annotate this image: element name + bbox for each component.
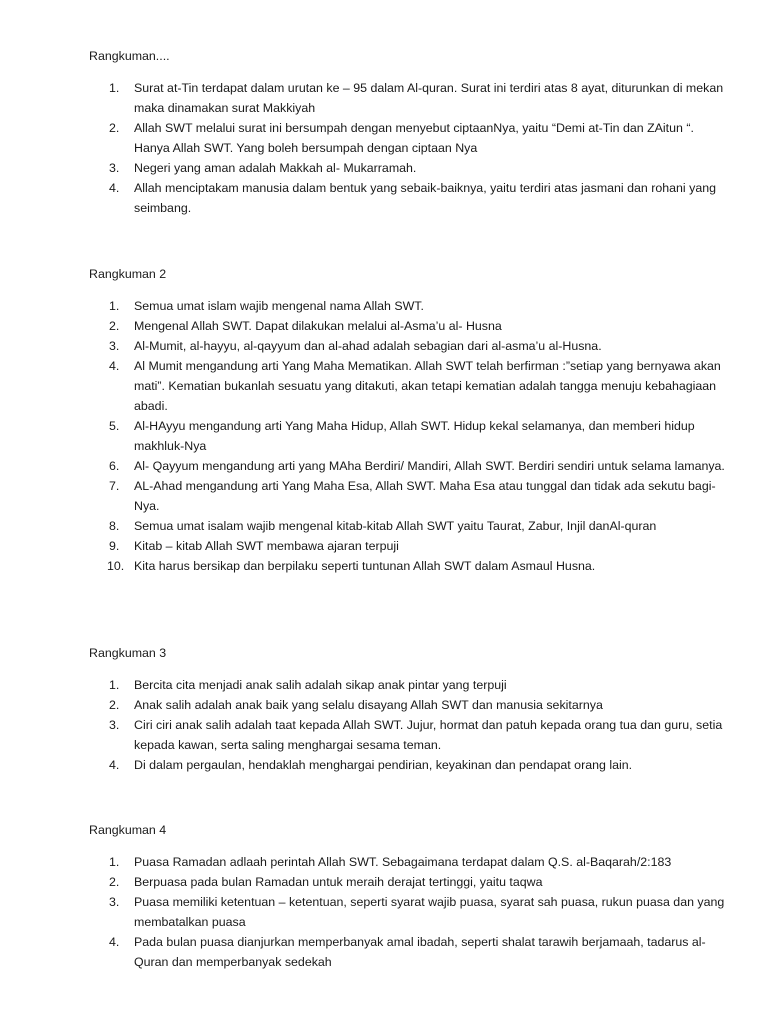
summary-list (89, 852, 729, 972)
list-number: 4. (109, 181, 120, 195)
list-item (89, 476, 729, 516)
list-item-text: Di dalam pergaulan, hendaklah menghargai pendirian, keyakinan dan pendapat orang lain. (134, 758, 633, 772)
list-item-text: Al Mumit mengandung arti Yang Maha Mematikan. Allah SWT telah berfirman :”setiap yang bernyawa akan mati”. Kematian bukanlah sesuatu yang ditakuti, akan tetapi kematian adalah tangga menuju kebahagiaan abadi. (134, 359, 721, 413)
list-number: 4. (109, 935, 120, 949)
section-heading: Rangkuman.... (89, 49, 170, 63)
list-number: 3. (109, 718, 120, 732)
list-item-text: Allah menciptakam manusia dalam bentuk yang sebaik-baiknya, yaitu terdiri atas jasmani dan rohani yang seimbang. (134, 181, 716, 215)
list-item (89, 516, 729, 536)
list-item-text: Al-Mumit, al-hayyu, al-qayyum dan al-ahad adalah sebagian dari al-asma’u al-Husna. (134, 339, 602, 353)
list-item (89, 356, 729, 416)
list-number: 1. (109, 81, 120, 95)
list-item-text: Surat at-Tin terdapat dalam urutan ke – 95 dalam Al-quran. Surat ini terdiri atas 8 ayat, diturunkan di mekan maka dinamakan surat Makkiyah (134, 81, 724, 115)
section-heading: Rangkuman 4 (89, 823, 167, 837)
list-item (89, 675, 729, 695)
list-number: 1. (109, 678, 120, 692)
list-item-text: Puasa memiliki ketentuan – ketentuan, seperti syarat wajib puasa, syarat sah puasa, rukun puasa dan yang membatalkan puasa (134, 895, 725, 929)
list-item (89, 158, 729, 178)
list-number: 10. (107, 559, 125, 573)
section-heading: Rangkuman 2 (89, 267, 167, 281)
list-item (89, 715, 729, 755)
list-item-text: AL-Ahad mengandung arti Yang Maha Esa, Allah SWT. Maha Esa atau tunggal dan tidak ada sekutu bagi-Nya. (134, 479, 716, 513)
list-item-text: Pada bulan puasa dianjurkan memperbanyak amal ibadah, seperti shalat tarawih berjamaah, tadarus al-Quran dan memperbanyak sedekah (134, 935, 706, 969)
list-item-text: Kitab – kitab Allah SWT membawa ajaran terpuji (134, 539, 399, 553)
list-item (89, 118, 729, 158)
list-item (89, 892, 729, 932)
list-item-text: Ciri ciri anak salih adalah taat kepada Allah SWT. Jujur, hormat dan patuh kepada orang tua dan guru, setia kepada kawan, serta saling menghargai sesama teman. (134, 718, 723, 752)
list-item-text: Al-HAyyu mengandung arti Yang Maha Hidup, Allah SWT. Hidup kekal selamanya, dan memberi hidup makhluk-Nya (134, 419, 695, 453)
list-number: 8. (109, 519, 120, 533)
list-item-text: Kita harus bersikap dan berpilaku seperti tuntunan Allah SWT dalam Asmaul Husna. (134, 559, 596, 573)
list-number: 3. (109, 895, 120, 909)
list-item (89, 456, 729, 476)
list-item (89, 416, 729, 456)
list-number: 2. (109, 698, 120, 712)
list-item (89, 755, 729, 775)
list-number: 2. (109, 121, 120, 135)
list-number: 1. (109, 299, 120, 313)
list-item (89, 536, 729, 556)
section-heading: Rangkuman 3 (89, 646, 167, 660)
summary-section-1 (89, 46, 729, 218)
summary-list (89, 296, 729, 576)
list-item-text: Anak salih adalah anak baik yang selalu disayang Allah SWT dan manusia sekitarnya (134, 698, 603, 712)
summary-section-2 (89, 264, 729, 576)
list-item-text: Berpuasa pada bulan Ramadan untuk meraih derajat tertinggi, yaitu taqwa (134, 875, 543, 889)
list-item-text: Puasa Ramadan adlaah perintah Allah SWT. Sebagaimana terdapat dalam Q.S. al-Baqarah/2:183 (134, 855, 672, 869)
list-number: 3. (109, 161, 120, 175)
list-item-text: Bercita cita menjadi anak salih adalah sikap anak pintar yang terpuji (134, 678, 507, 692)
list-number: 5. (109, 419, 120, 433)
list-number: 2. (109, 319, 120, 333)
summary-section-3 (89, 643, 729, 775)
summary-list (89, 675, 729, 775)
list-item (89, 932, 729, 972)
list-item (89, 872, 729, 892)
list-item-text: Al- Qayyum mengandung arti yang MAha Berdiri/ Mandiri, Allah SWT. Berdiri sendiri untuk selama lamanya. (134, 459, 725, 473)
list-item-text: Allah SWT melalui surat ini bersumpah dengan menyebut ciptaanNya, yaitu “Demi at-Tin dan ZAitun “. Hanya Allah SWT. Yang boleh bersumpah dengan ciptaan Nya (134, 121, 694, 155)
summary-section-4 (89, 820, 729, 972)
list-item-text: Negeri yang aman adalah Makkah al- Mukarramah. (134, 161, 417, 175)
list-number: 2. (109, 875, 120, 889)
list-number: 6. (109, 459, 120, 473)
list-item (89, 296, 729, 316)
list-item (89, 78, 729, 118)
list-item (89, 556, 729, 576)
list-item (89, 178, 729, 218)
list-item-text: Mengenal Allah SWT. Dapat dilakukan melalui al-Asma’u al- Husna (134, 319, 502, 333)
list-item (89, 316, 729, 336)
list-item-text: Semua umat islam wajib mengenal nama Allah SWT. (134, 299, 424, 313)
list-item-text: Semua umat isalam wajib mengenal kitab-kitab Allah SWT yaitu Taurat, Zabur, Injil danAl-quran (134, 519, 657, 533)
list-item (89, 336, 729, 356)
list-number: 9. (109, 539, 120, 553)
list-number: 4. (109, 359, 120, 373)
list-number: 1. (109, 855, 120, 869)
list-number: 4. (109, 758, 120, 772)
list-number: 3. (109, 339, 120, 353)
list-item (89, 852, 729, 872)
list-number: 7. (109, 479, 120, 493)
list-item (89, 695, 729, 715)
summary-list (89, 78, 729, 218)
